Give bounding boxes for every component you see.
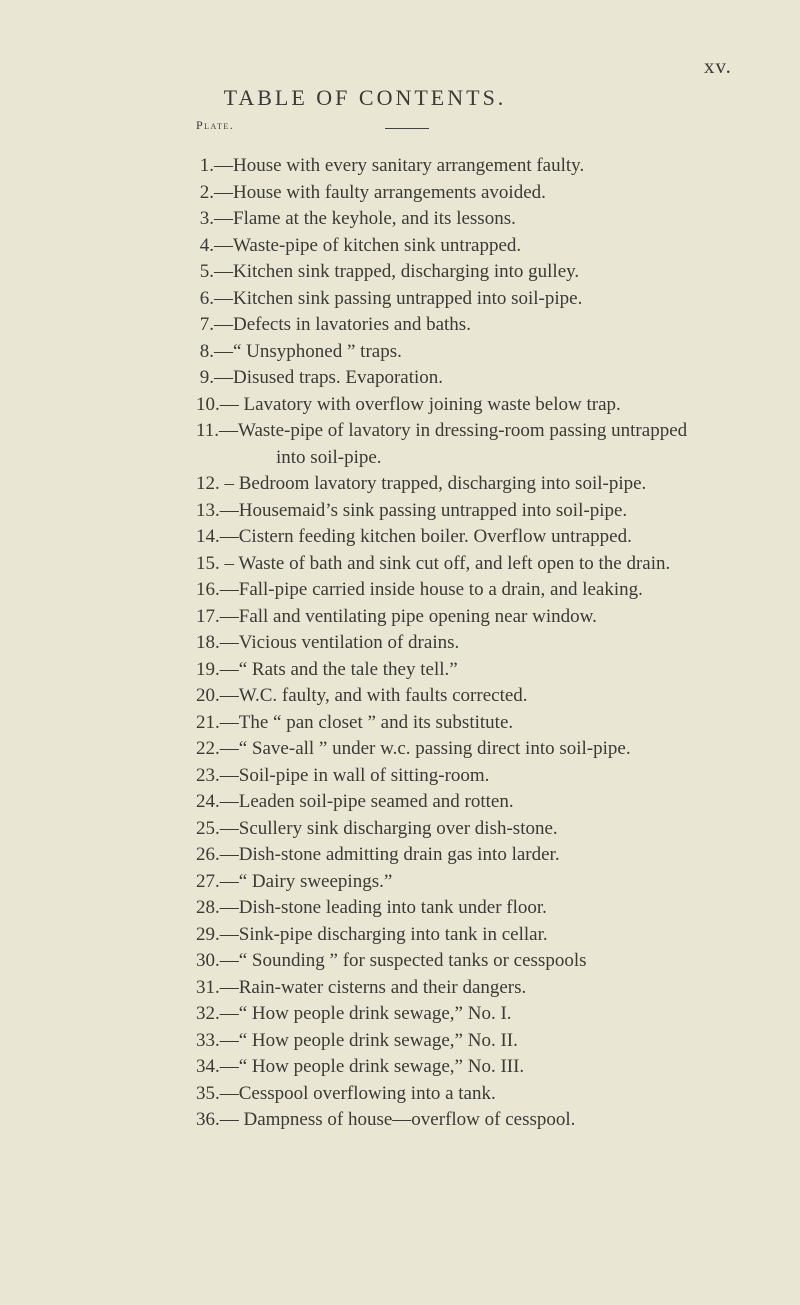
plate-description: —Waste-pipe of kitchen sink untrapped. [214,234,522,256]
contents-entry [196,869,796,896]
contents-entry [196,233,796,260]
contents-entry [196,551,796,578]
contents-entry [196,657,796,684]
plate-number: 29. [196,923,220,945]
plate-number: 31. [196,976,220,998]
plate-number: 10. [196,393,220,415]
contents-entry [196,736,796,763]
plate-number: 17. [196,605,220,627]
contents-entry [196,763,796,790]
contents-entry [196,816,796,843]
plate-number: 4. [199,234,214,256]
plate-description: —Kitchen sink trapped, discharging into gulley. [214,261,580,282]
plate-number: 5. [199,261,214,282]
plate-number: 14. [196,526,220,547]
plate-description: —W.C. faulty, and with faults corrected. [219,685,528,706]
plate-description: —Defects in lavatories and baths. [214,314,471,335]
plate-number: 7. [199,314,214,335]
plate-description: —House with faulty arrangements avoided. [214,181,546,203]
plate-description: —“ How people drink sewage,” No. II. [219,1029,518,1051]
plate-number: 30. [196,950,220,971]
contents-entry [196,710,796,737]
contents-entry [196,206,796,233]
plate-description: —“ Save-all ” under w.c. passing direct into soil-pipe. [219,738,631,759]
plate-number: 13. [196,499,220,521]
contents-entry [196,1001,796,1028]
contents-entry [196,1054,796,1081]
plate-number: 24. [196,791,220,812]
plate-description: —Leaden soil-pipe seamed and rotten. [219,791,514,812]
plate-number: 16. [196,579,220,600]
plate-description: —Vicious ventilation of drains. [219,632,460,653]
plate-description: – Waste of bath and sink cut off, and left open to the drain. [219,552,671,574]
contents-entry [196,312,796,339]
plate-number: 15. [196,552,220,574]
plate-number: 9. [199,367,214,388]
plate-description: —Dish-stone admitting drain gas into larder. [219,844,560,865]
title-rule-divider [385,128,429,129]
contents-entry [196,630,796,657]
contents-entry [196,524,796,551]
contents-entry [196,895,796,922]
plate-column-label: Plate. [196,118,235,132]
contents-entry [196,1107,796,1134]
plate-description: —Fall and ventilating pipe opening near window. [219,605,597,627]
plate-description: —“ Sounding ” for suspected tanks or cesspools [219,950,587,971]
contents-entry [196,577,796,604]
plate-number: 27. [196,870,220,892]
contents-entry [196,604,796,631]
plate-number: 32. [196,1003,220,1024]
contents-entry [196,392,796,419]
plate-description: —The “ pan closet ” and its substitute. [219,711,514,733]
plate-number: 12. [196,473,220,494]
plate-description: —Rain-water cisterns and their dangers. [219,976,527,998]
plate-number: 8. [199,340,214,362]
contents-entry [196,259,796,286]
plate-description-continuation: into soil-pipe. [276,446,382,468]
plate-description: —Cistern feeding kitchen boiler. Overflow untrapped. [219,526,632,547]
plate-number: 28. [196,897,220,918]
plate-description: —Kitchen sink passing untrapped into soil-pipe. [214,287,583,309]
plate-number: 33. [196,1029,220,1051]
plate-number: 22. [196,738,220,759]
contents-entry [196,339,796,366]
contents-entry [196,365,796,392]
plate-description: —Housemaid’s sink passing untrapped into soil-pipe. [219,499,628,521]
page-number: xv. [704,54,732,78]
plate-number: 6. [199,287,214,309]
contents-entry [196,180,796,207]
plate-number: 20. [196,685,220,706]
plate-number: 25. [196,817,220,839]
contents-entry [196,498,796,525]
contents-entry [196,1081,796,1108]
contents-entry [196,1028,796,1055]
plate-number: 1. [199,155,214,176]
plate-description: —Soil-pipe in wall of sitting-room. [219,764,490,786]
plate-number: 21. [196,711,220,733]
plate-description: —Scullery sink discharging over dish-stone. [219,817,558,839]
plate-number: 23. [196,764,220,786]
plate-description: —“ How people drink sewage,” No. I. [219,1003,512,1024]
plate-number: 18. [196,632,220,653]
contents-list [196,153,796,1134]
plate-number: 36. [196,1109,220,1130]
plate-number: 34. [196,1056,220,1077]
plate-description: — Dampness of house—overflow of cesspool. [219,1109,576,1130]
plate-description: —“ Unsyphoned ” traps. [214,340,402,362]
contents-entry [196,789,796,816]
plate-description: —Flame at the keyhole, and its lessons. [214,208,516,229]
plate-description: — Lavatory with overflow joining waste below trap. [219,393,621,415]
contents-entry [196,683,796,710]
plate-description: —Fall-pipe carried inside house to a drain, and leaking. [219,579,643,600]
plate-description: – Bedroom lavatory trapped, discharging into soil-pipe. [219,473,647,494]
plate-description: —“ Rats and the tale they tell.” [219,658,458,680]
contents-entry [196,286,796,313]
plate-number: 3. [199,208,214,229]
contents-entry [196,948,796,975]
plate-number: 11. [196,420,220,441]
plate-description: —“ How people drink sewage,” No. III. [219,1056,525,1077]
contents-entry [196,842,796,869]
contents-entry [196,975,796,1002]
plate-description: —Disused traps. Evaporation. [214,367,444,388]
plate-description: —House with every sanitary arrangement faulty. [214,155,585,176]
page-title: TABLE OF CONTENTS. [223,85,507,110]
plate-description: —“ Dairy sweepings.” [219,870,393,892]
plate-description: —Waste-pipe of lavatory in dressing-room passing untrapped [219,420,688,441]
plate-description: —Cesspool overflowing into a tank. [219,1082,496,1104]
plate-description: —Dish-stone leading into tank under floor. [219,897,547,918]
plate-description: —Sink-pipe discharging into tank in cellar. [219,923,548,945]
contents-entry [196,153,796,180]
plate-number: 35. [196,1082,220,1104]
contents-entry [196,922,796,949]
contents-entry [196,418,796,471]
contents-entry [196,471,796,498]
plate-number: 2. [199,181,214,203]
plate-number: 19. [196,658,220,680]
plate-number: 26. [196,844,220,865]
